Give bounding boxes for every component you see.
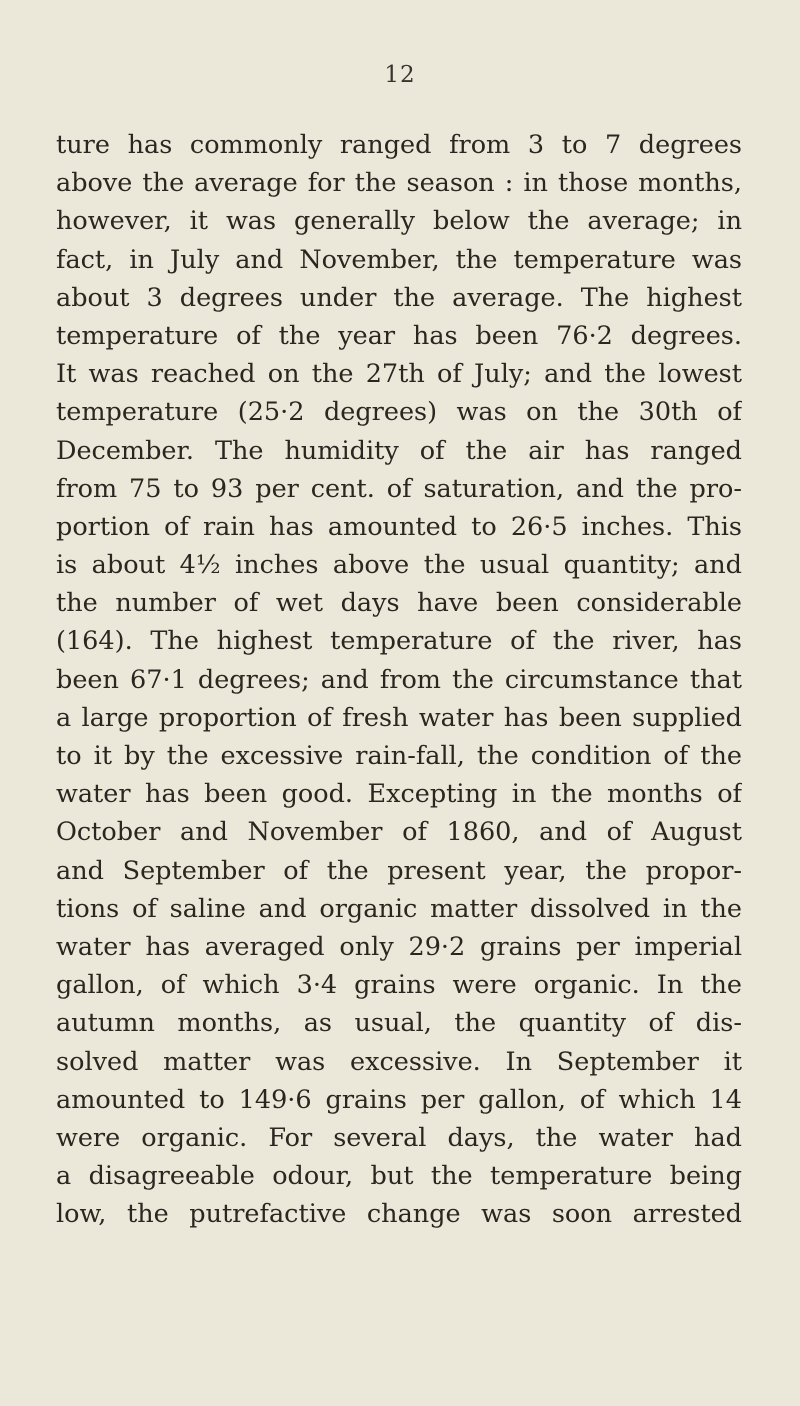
text-line: temperature (25·2 degrees) was on the 30th of — [56, 397, 742, 428]
text-line: tions of saline and organic matter dissolved in the — [56, 893, 742, 924]
text-line: solved matter was excessive. In September it — [56, 1046, 742, 1077]
text-line: portion of rain has amounted to 26·5 inches. This — [56, 511, 742, 542]
text-line: however, it was generally below the average; in — [56, 206, 742, 237]
text-line: above the average for the season : in those months, — [56, 168, 742, 199]
text-line: and September of the present year, the propor- — [56, 855, 742, 886]
text-line: fact, in July and November, the temperature was — [56, 244, 742, 275]
text-line: a disagreeable odour, but the temperature being — [56, 1161, 742, 1192]
text-line: low, the putrefactive change was soon arrested — [56, 1199, 742, 1230]
text-line: (164). The highest temperature of the river, has — [56, 626, 742, 657]
text-line: December. The humidity of the air has ranged — [56, 435, 742, 466]
body-text — [56, 126, 742, 1233]
text-line: gallon, of which 3·4 grains were organic. In the — [56, 970, 742, 1001]
text-line: the number of wet days have been considerable — [56, 588, 742, 619]
text-line: temperature of the year has been 76·2 degrees. — [56, 320, 742, 351]
text-line: been 67·1 degrees; and from the circumstance that — [56, 664, 742, 695]
text-line: is about 4½ inches above the usual quantity; and — [56, 550, 742, 581]
text-line: autumn months, as usual, the quantity of dis- — [56, 1008, 742, 1039]
text-line: from 75 to 93 per cent. of saturation, and the pro- — [56, 473, 742, 504]
text-line: water has been good. Excepting in the months of — [56, 779, 742, 810]
text-line: water has averaged only 29·2 grains per imperial — [56, 931, 742, 962]
text-line: October and November of 1860, and of August — [56, 817, 742, 848]
text-line: about 3 degrees under the average. The highest — [56, 282, 742, 313]
text-line: were organic. For several days, the water had — [56, 1122, 742, 1153]
text-line: It was reached on the 27th of July; and the lowest — [56, 359, 742, 390]
text-line: amounted to 149·6 grains per gallon, of which 14 — [56, 1084, 742, 1115]
text-line: a large proportion of fresh water has been supplied — [56, 702, 742, 733]
page-number: 12 — [384, 62, 416, 88]
text-line: ture has commonly ranged from 3 to 7 degrees — [56, 130, 742, 160]
text-line: to it by the excessive rain-fall, the condition of the — [56, 741, 742, 771]
